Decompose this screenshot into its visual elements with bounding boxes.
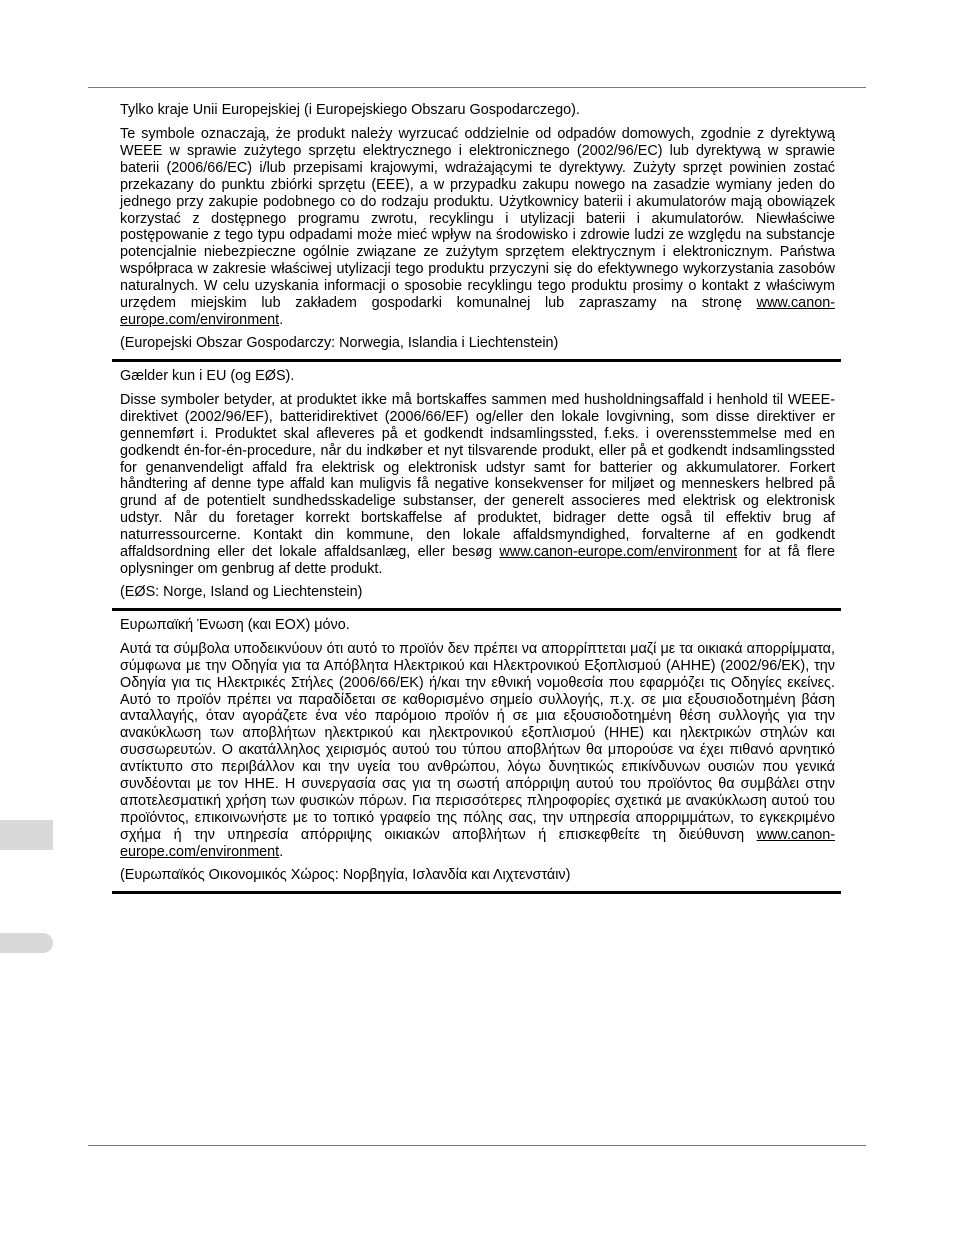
section-polish	[120, 102, 835, 362]
environment-link[interactable]: www.canon-europe.com/environment	[499, 544, 737, 561]
section-note: (EØS: Norge, Island og Liechtenstein)	[120, 583, 363, 600]
body-text-end: .	[279, 311, 284, 328]
section-body	[120, 126, 835, 329]
page-content	[120, 102, 835, 894]
section-heading: Tylko kraje Unii Europejskiej (i Europejskiego Obszaru Gospodarczego).	[120, 102, 580, 118]
body-text-end: .	[279, 843, 284, 860]
body-text: Te symbole oznaczają, że produkt należy wyrzucać oddzielnie od odpadów domowych, zgodnie z dyrektywą WEEE w sprawie zużytego sprzętu elektrycznego i elektronicznego (2002/96/EC) lub dyrektywą w sprawie baterii (2006/66/EC) i/lub przepisami krajowymi, wdrażającymi te dyrektywy. Zużyty sprzęt powinien zostać przekazany do punktu zbiórki sprzętu (EEE), a w przypadku zakupu nowego na zasadzie wymiany jeden do jednego przy zakupie podobnego co do rodzaju produktu. Użytkownicy baterii i akumulatorów mają obowiązek korzystać z dostępnego programu zwrotu, recyklingu i utylizacji baterii i akumulatorów. Niewłaściwe postępowanie z tego typu odpadami może mieć wpływ na środowisko i zdrowie ludzi ze względu na substancje potencjalnie niebezpieczne ogólnie związane ze zużytym sprzętem elektrycznym i elektronicznym. Państwa współpraca w zakresie właściwej utylizacji tego produktu przyczyni się do efektywnego wykorzystania zasobów naturalnych. W celu uzyskania informacji o sposobie recyklingu tego produktu prosimy o kontakt z właściwym urzędem miejskim lub zakładem gospodarki komunalnej lub zapraszamy na stronę	[120, 126, 835, 312]
header-rule	[88, 87, 866, 88]
section-divider	[112, 891, 841, 894]
section-danish	[120, 368, 835, 611]
environment-link[interactable]: www.canon-europe.com/environment	[120, 826, 835, 860]
section-heading: Gælder kun i EU (og EØS).	[120, 367, 295, 384]
section-divider	[112, 608, 841, 611]
section-divider	[112, 359, 841, 362]
section-note: (Ευρωπαϊκός Οικονομικός Χώρος: Νορβηγία, Ισλανδία και Λιχτενστάιν)	[120, 866, 571, 883]
environment-link[interactable]: www.canon-europe.com/environment	[120, 295, 835, 328]
section-note: (Europejski Obszar Gospodarczy: Norwegia, Islandia i Liechtenstein)	[120, 334, 559, 351]
section-body	[120, 392, 835, 578]
section-body	[120, 641, 835, 861]
body-text: Disse symboler betyder, at produktet ikke må bortskaffes sammen med husholdningsaffald i henhold til WEEE-direktivet (2002/96/EF), batteridirektivet (2006/66/EF) og/eller den lokale lovgivning, som disse direktiver er gennemført i. Produktet skal afleveres på et godkendt indsamlingssted, f.eks. i overensstemmelse med en godkendt én-for-én-procedure, når du indkøber et nyt tilsvarende produkt, eller på et godkendt indsamlingssted for genanvendeligt affald fra elektrisk og elektronisk udstyr samt for batterier og akkumulatorer. Forkert håndtering af denne type affald kan muligvis få negative konsekvenser for miljøet og menneskers helbred på grund af de potentielt sundhedsskadelige substanser, der generelt associeres med elektrisk og elektronisk udstyr. Når du foretager korrekt bortskaffelse af produktet, bidrager dette også til effektiv brug af naturressourcerne. Kontakt din kommune, den lokale affaldsmyndighed, forvalterne af en godkendt affaldsordning eller det lokale affaldsanlæg, eller besøg	[120, 391, 835, 561]
body-text: Αυτά τα σύμβολα υποδεικνύουν ότι αυτό το προϊόν δεν πρέπει να απορρίπτεται μαζί με τα οικιακά απορρίμματα, σύμφωνα με την Οδηγία για τα Απόβλητα Ηλεκτρικού και Ηλεκτρονικού Εξοπλισμού (ΑΗΗΕ) (2002/96/ΕΚ), την Οδηγία για τις Ηλεκτρικές Στήλες (2006/66/ΕΚ) ή/και την εθνική νομοθεσία που εφαρμόζει τις Οδηγίες εκείνες. Αυτό το προϊόν πρέπει να παραδίδεται σε καθορισμένο σημείο συλλογής, π.χ. σε μια εξουσιοδοτημένη βάση ανταλλαγής, όταν αγοράζετε ένα νέο παρόμοιο προϊόν ή σε μια εξουσιοδοτημένη θέση συλλογής για την ανακύκλωση των αποβλήτων ηλεκτρικού και ηλεκτρονικού εξοπλισμού (ΗΗΕ) και ηλεκτρικών στηλών και συσσωρευτών. Ο ακατάλληλος χειρισμός αυτού του τύπου αποβλήτων θα μπορούσε να έχει πιθανό αρνητικό αντίκτυπο στο περιβάλλον και την υγεία του ανθρώπου, λόγω δυνητικώς επικίνδυνων ουσιών που γενικά συνδέονται με τον ΗΗΕ. Η συνεργασία σας για τη σωστή απόρριψη αυτού του προϊόντος θα συμβάλει στην αποτελεσματική χρήση των φυσικών πόρων. Για περισσότερες πληροφορίες σχετικά με ανακύκλωση αυτού του προϊόντος, επικοινωνήστε με το τοπικό γραφείο της πόλης σας, την υπηρεσία απορριμμάτων, το εγκεκριμένο σχήμα ή την υπηρεσία απόρριψης οικιακών αποβλήτων ή επισκεφθείτε τη διεύθυνση	[120, 640, 835, 843]
chapter-tab-marker	[0, 820, 53, 850]
index-tab-marker	[0, 933, 53, 953]
body-text-end: for at få flere oplysninger om genbrug af dette produkt.	[120, 544, 835, 577]
footer-rule	[88, 1145, 866, 1146]
section-greek	[120, 617, 835, 894]
section-heading: Ευρωπαϊκή Ένωση (και ΕΟΧ) μόνο.	[120, 616, 350, 633]
